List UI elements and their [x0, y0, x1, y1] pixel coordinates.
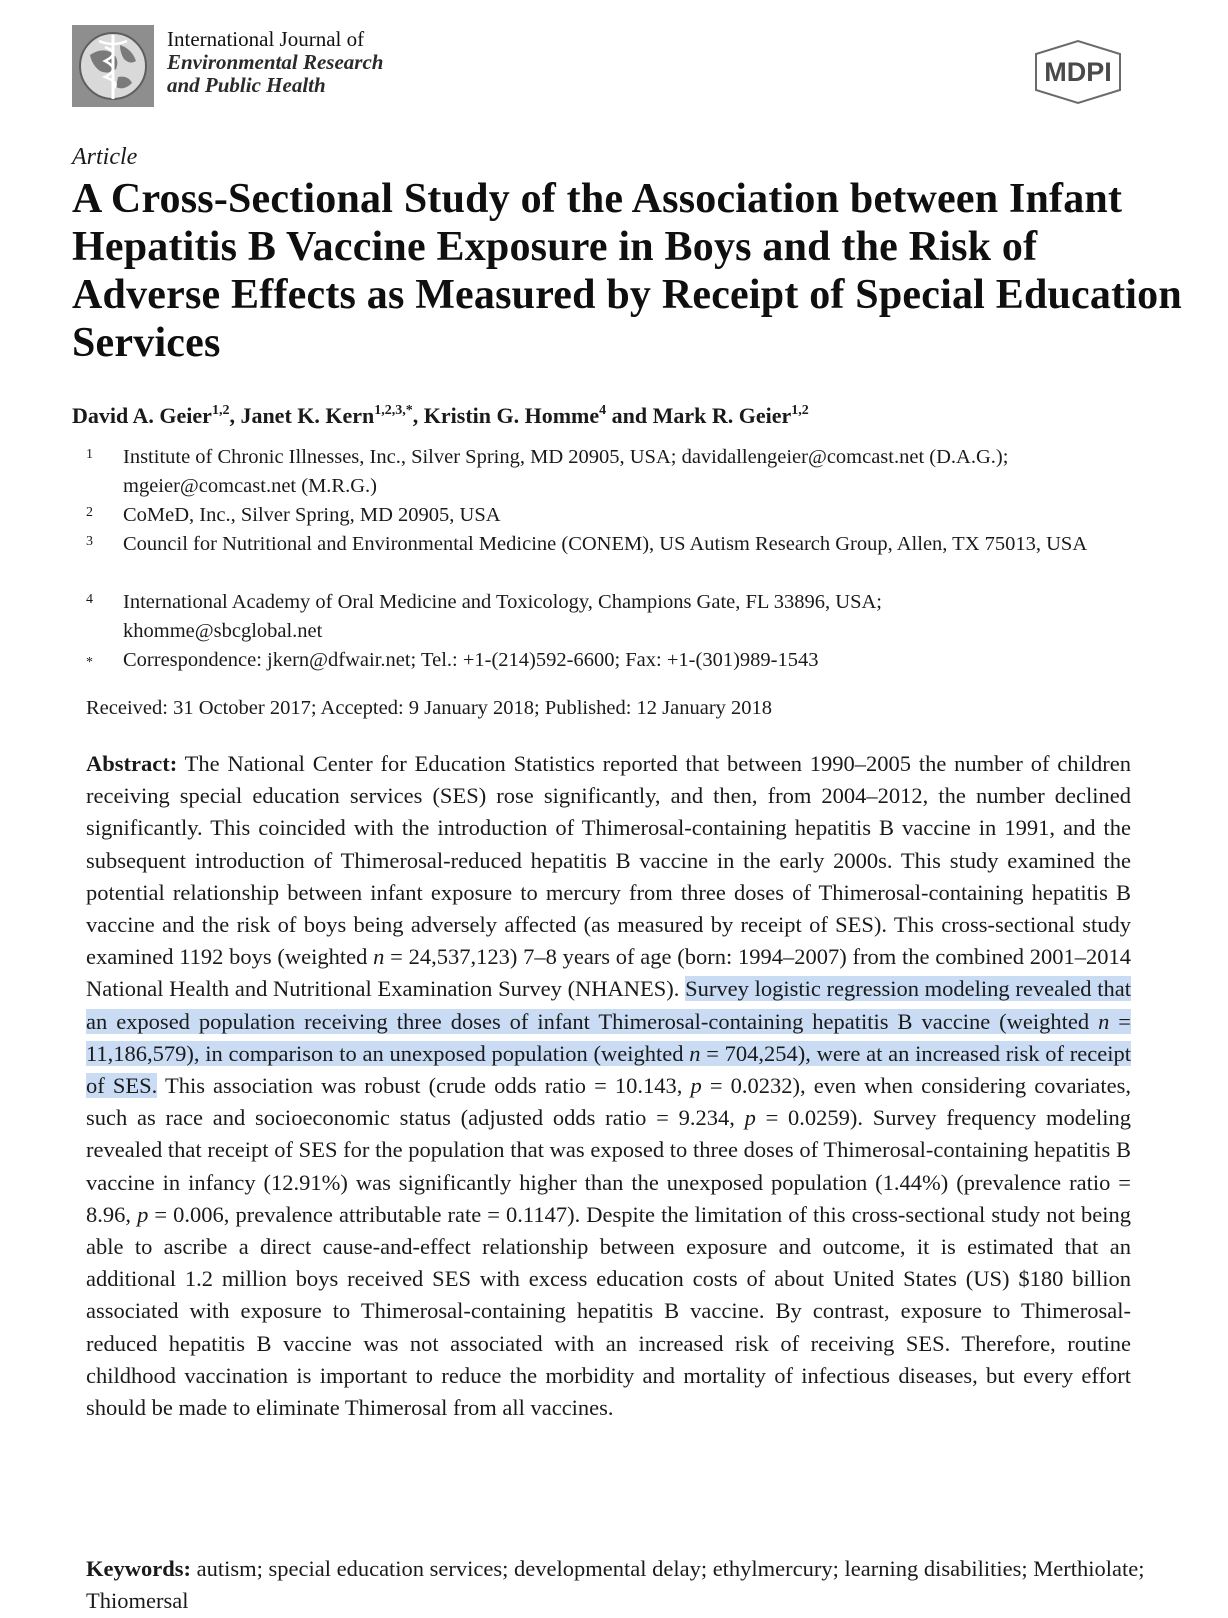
publication-dates: Received: 31 October 2017; Accepted: 9 January 2018; Published: 12 January 2018: [86, 697, 773, 719]
mdpi-logo: [1026, 38, 1130, 106]
abstract-text: = 0.0232), even when considering covariates, such as race and socioeconomic status (adjusted odds ratio = 9.234,: [86, 1073, 1132, 1131]
highlighted-text-part: Survey logistic regression modeling revealed that an exposed population receiving three doses of infant Thimerosal-containing hepatitis B vaccine (weighted: [86, 976, 1131, 1034]
highlighted-text-part: = 11,186,579), in comparison to an unexposed population (weighted: [86, 1008, 1131, 1066]
author-affiliation-marks: 1,2: [211, 403, 230, 418]
author-separator: ,: [412, 403, 424, 428]
affiliation-mark: 2: [86, 505, 93, 520]
correspondence-text: Correspondence: jkern@dfwair.net; Tel.: +1-(214)592-6600; Fax: +1-(301)989-1543: [123, 649, 819, 671]
journal-name-line1: International Journal of: [167, 27, 365, 51]
keywords-text: autism; special education services; developmental delay; ethylmercury; learning disabilities; Merthiolate; Thiomersal: [86, 1556, 1145, 1613]
journal-logo-icon: [72, 25, 154, 107]
abstract-italic-p: p: [690, 1073, 702, 1099]
author-affiliation-marks: 1,2: [791, 403, 809, 418]
abstract-italic-n: n: [1098, 1008, 1110, 1034]
abstract-label: Abstract:: [86, 751, 178, 776]
abstract-italic-n: n: [689, 1040, 701, 1066]
affiliation-text: International Academy of Oral Medicine and Toxicology, Champions Gate, FL 33896, USA; khomme@sbcglobal.net: [123, 591, 883, 642]
author-separator: and: [606, 403, 653, 428]
affiliation-mark: *: [86, 655, 93, 670]
abstract-text: This association was robust (crude odds ratio = 10.143,: [157, 1073, 691, 1099]
abstract: [86, 748, 1131, 1424]
affiliation-mark: 1: [86, 447, 93, 462]
journal-name: [167, 28, 383, 97]
keywords-label: Keywords:: [86, 1556, 191, 1581]
highlighted-text-part: = 704,254), were at an increased risk of receipt of SES.: [86, 1040, 1132, 1099]
author-affiliation-marks: 4: [599, 403, 607, 418]
journal-name-line2: Environmental Research: [167, 50, 384, 74]
affiliation-mark: 4: [86, 592, 93, 607]
abstract-italic-n: n: [373, 944, 385, 970]
author-name: David A. Geier: [72, 403, 212, 428]
abstract-italic-p: p: [137, 1201, 149, 1227]
abstract-text: = 24,537,123) 7–8 years of age (born: 1994–2007) from the combined 2001–2014 National Health and Nutritional Examination Survey (NHANES).: [86, 944, 1131, 1002]
article-type: Article: [72, 144, 138, 170]
author-name: Janet K. Kern: [240, 403, 375, 428]
abstract-text: = 0.0259). Survey frequency modeling revealed that receipt of SES for the population that was exposed to three doses of Thimerosal-containing hepatitis B vaccine in infancy (12.91%) was significantly higher than the unexposed population (1.44%) (prevalence ratio = 8.96,: [86, 1105, 1131, 1227]
abstract-text: The National Center for Education Statistics reported that between 1990–2005 the number of children receiving special education services (SES) rose significantly, and then, from 2004–2012, the number declined significantly. This coincided with the introduction of Thimerosal-containing hepatitis B vaccine in 1991, and the subsequent introduction of Thimerosal-reduced hepatitis B vaccine in the early 2000s. This study examined the potential relationship between infant exposure to mercury from three doses of Thimerosal-containing hepatitis B vaccine and the risk of boys being adversely affected (as measured by receipt of SES). This cross-sectional study examined 1192 boys (weighted: [86, 751, 1131, 970]
author-affiliation-marks: 1,2,3,*: [374, 403, 413, 418]
author-separator: ,: [229, 403, 241, 428]
paper-title: A Cross-Sectional Study of the Association between Infant Hepatitis B Vaccine Exposure in Boys and the Risk of Adverse Effects as Measured by Receipt of Special Education Services: [72, 176, 1182, 366]
affiliation-text: Council for Nutritional and Environmental Medicine (CONEM), US Autism Research Group, Allen, TX 75013, USA: [123, 533, 1088, 555]
author-name: Mark R. Geier: [652, 403, 792, 428]
keywords: [86, 1553, 1146, 1617]
mdpi-logo-text: MDPI: [1044, 57, 1112, 87]
affiliation-mark: 3: [86, 534, 93, 549]
author-name: Kristin G. Homme: [423, 403, 600, 428]
affiliation-text: CoMeD, Inc., Silver Spring, MD 20905, USA: [123, 504, 501, 526]
author-list: [72, 403, 809, 429]
affiliation-text: Institute of Chronic Illnesses, Inc., Silver Spring, MD 20905, USA; davidallengeier@comcast.net (D.A.G.); mgeier@comcast.net (M.R.G.): [123, 446, 1009, 497]
abstract-italic-p: p: [744, 1105, 756, 1131]
abstract-text: = 0.006, prevalence attributable rate = 0.1147). Despite the limitation of this cross-sectional study not being able to ascribe a direct cause-and-effect relationship between exposure and outcome, it is estimated that an additional 1.2 million boys received SES with excess education costs of about United States (US) $180 billion associated with exposure to Thimerosal-containing hepatitis B vaccine. By contrast, exposure to Thimerosal-reduced hepatitis B vaccine was not associated with an increased risk of receiving SES. Therefore, routine childhood vaccination is important to reduce the morbidity and mortality of infectious diseases, but every effort should be made to eliminate Thimerosal from all vaccines.: [86, 1201, 1131, 1421]
journal-name-line3: and Public Health: [167, 73, 326, 97]
